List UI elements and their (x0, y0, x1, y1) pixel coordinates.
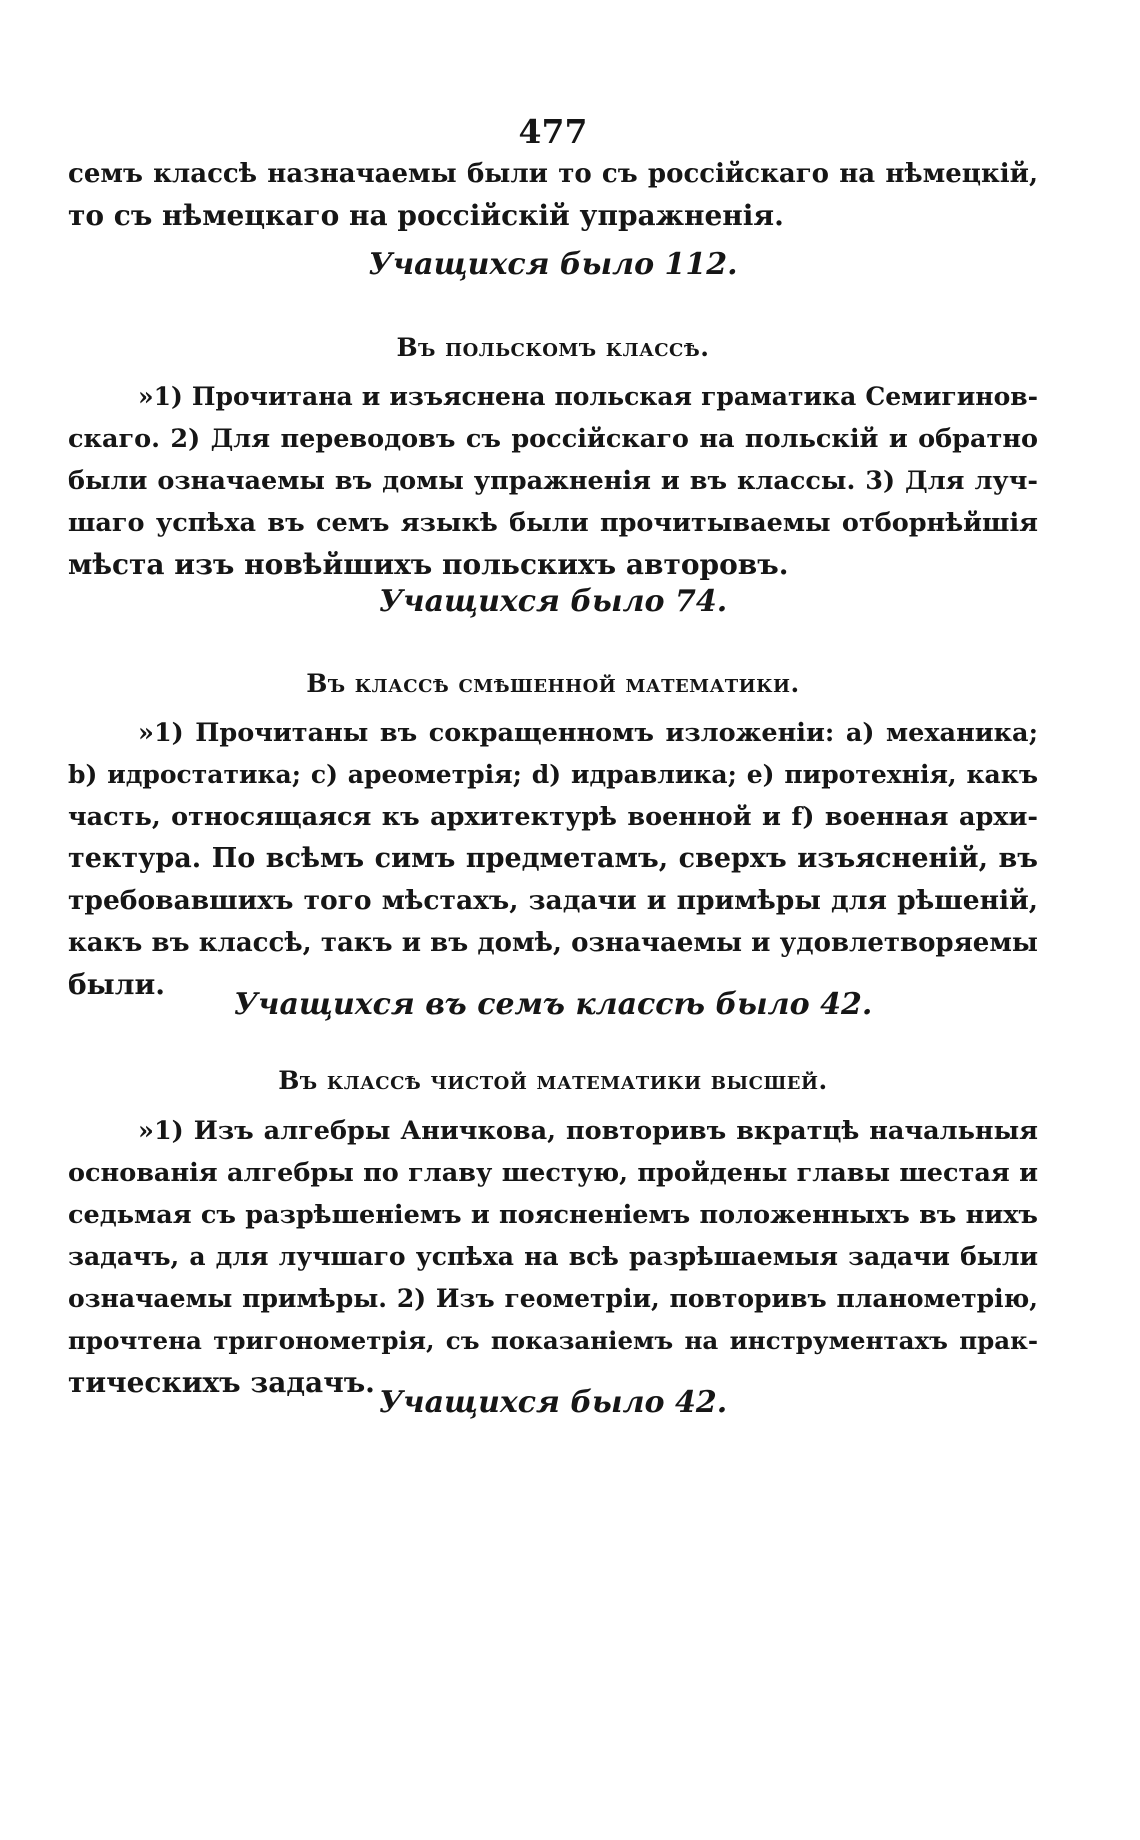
text-line: седьмая съ разрѣшеніемъ и поясненіемъ положенныхъ въ нихъ (68, 1200, 1038, 1230)
paragraph-polish-class (68, 376, 1038, 586)
text-line: тическихъ задачъ. (68, 1366, 375, 1399)
paragraph-pure-higher-mathematics (68, 1110, 1038, 1404)
text-line: семъ классѣ назначаемы были то съ россійскаго на нѣмецкій, (68, 159, 1038, 189)
text-line: были означаемы въ домы упражненія и въ классы. 3) Для луч- (68, 466, 1038, 496)
paragraph-mixed-mathematics (68, 712, 1038, 1006)
student-count: Учащихся было 74. (378, 584, 728, 619)
text-line: задачъ, а для лучшаго успѣха на всѣ разрѣшаемыя задачи были (68, 1242, 1038, 1271)
text-line: »1) Изъ алгебры Аничкова, повторивъ вкратцѣ начальныя (138, 1116, 1038, 1146)
text-line: были. (68, 968, 166, 1001)
text-line: основанія алгебры по главу шестую, пройдены главы шестая и (68, 1158, 1038, 1188)
text-line: какъ въ классѣ, такъ и въ домѣ, означаемы и удовлетворяемы (68, 928, 1038, 958)
text-line: требовавшихъ того мѣстахъ, задачи и примѣры для рѣшеній, (68, 885, 1038, 916)
text-line: мѣста изъ новѣйшихъ польскихъ авторовъ. (68, 548, 789, 581)
student-count: Учащихся было 42. (378, 1385, 728, 1420)
document-page (68, 0, 1038, 1840)
text-line: »1) Прочитана и изъяснена польская граматика Семигинов- (138, 382, 1038, 411)
student-count: Учащихся было 112. (368, 247, 738, 282)
text-line: часть, относящаяся къ архитектурѣ военной и f) военная архи- (68, 802, 1038, 832)
text-line: скаго. 2) Для переводовъ съ россійскаго на польскій и обратно (68, 424, 1038, 454)
text-line: тектура. По всѣмъ симъ предметамъ, сверхъ изъясненій, въ (68, 843, 1038, 874)
section-heading-pure-higher-mathematics: Въ классѣ чистой математики высшей. (278, 1066, 828, 1095)
text-line: b) идростатика; c) ареометрія; d) идравлика; e) пиротехнія, какъ (68, 760, 1038, 789)
page-number: 477 (518, 112, 588, 151)
text-line: то съ нѣмецкаго на россійскій упражненія. (68, 199, 784, 232)
section-heading-mixed-mathematics: Въ классѣ смѣшенной математики. (306, 669, 800, 698)
section-heading-polish-class: Въ польскомъ классѣ. (396, 333, 710, 362)
text-line: означаемы примѣры. 2) Изъ геометріи, повторивъ планометрію, (68, 1284, 1038, 1313)
text-line: прочтена тригонометрія, съ показаніемъ на инструментахъ прак- (68, 1326, 1038, 1355)
student-count: Учащихся въ семъ классѣ было 42. (233, 987, 873, 1022)
text-line: шаго успѣха въ семъ языкѣ были прочитываемы отборнѣйшія (68, 508, 1038, 538)
text-line: »1) Прочитаны въ сокращенномъ изложеніи: a) механика; (138, 718, 1038, 748)
paragraph-continuation (68, 153, 1038, 237)
